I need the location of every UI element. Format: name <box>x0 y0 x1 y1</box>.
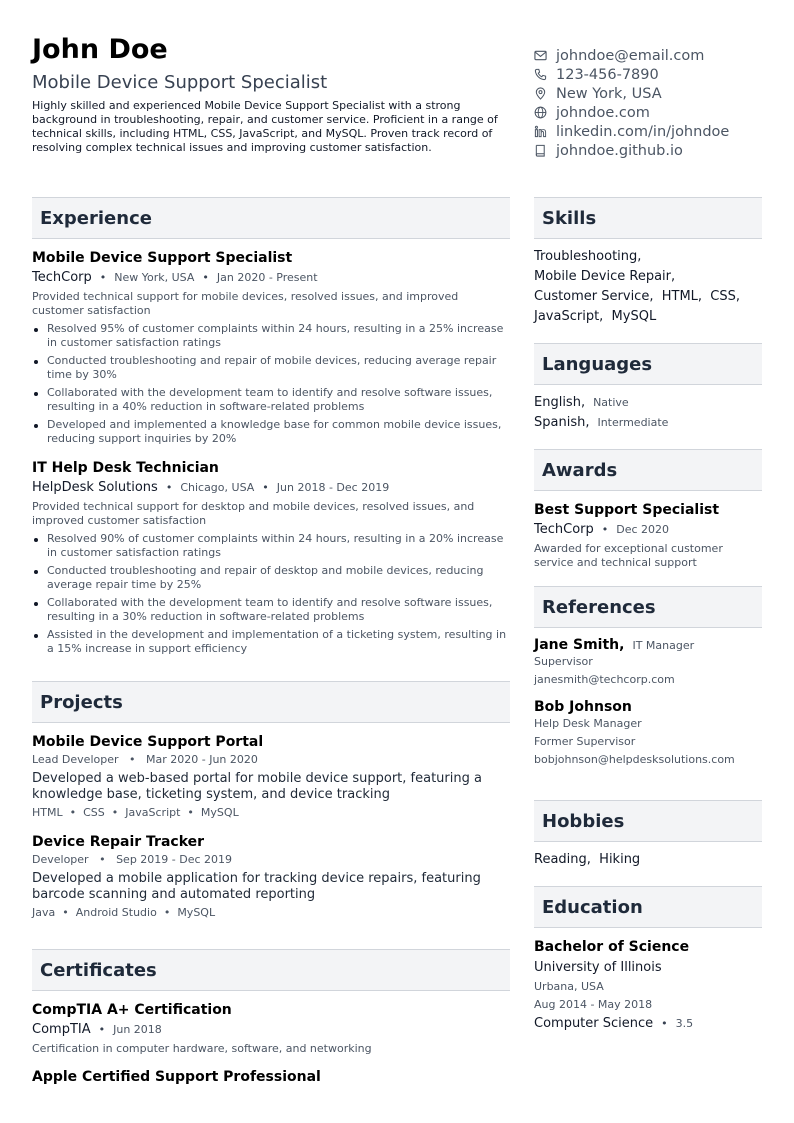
achievement: Developed and implemented a knowledge base for common mobile device issues, reducing support inquiries by 20% <box>32 418 510 446</box>
tag: Java <box>32 906 56 919</box>
certificates-section <box>32 949 510 1086</box>
linkedin-icon <box>534 125 547 138</box>
section-title-languages: Languages <box>534 343 762 385</box>
job-meta <box>32 270 510 286</box>
contact-linkedin[interactable]: linkedin.com/in/johndoe <box>534 122 774 141</box>
project-item <box>32 833 510 920</box>
project-dates: Sep 2019 - Dec 2019 <box>116 853 233 866</box>
tag: Android Studio <box>75 906 157 919</box>
hobbies-section <box>534 800 762 870</box>
reference-header <box>534 699 762 715</box>
certificate-description: Certification in computer hardware, software, and networking <box>32 1042 372 1055</box>
education-dates: Aug 2014 - May 2018 <box>534 998 653 1011</box>
job-title: Mobile Device Support Specialist <box>32 250 293 266</box>
section-title-awards: Awards <box>534 449 762 491</box>
project-description: Developed a mobile application for tracking device repairs, featuring barcode scanning and automated reporting <box>32 871 481 902</box>
candidate-name: John Doe <box>32 34 168 65</box>
section-title-references: References <box>534 586 762 628</box>
separator: • <box>99 271 107 284</box>
achievement: Collaborated with the development team to identify and resolve software issues, resulting in a 30% reduction in software-related problems <box>32 596 510 624</box>
project-meta <box>32 753 510 767</box>
summary: Highly skilled and experienced Mobile Device Support Specialist with a strong background in troubleshooting, repair, and customer service. Proficient in a range of technical skills, including HTML, CSS, JavaScript, and MySQL. Proven track record of resolving complex technical issues and improving customer satisfaction. <box>32 99 498 154</box>
separator: • <box>187 806 194 819</box>
field-of-study: Computer Science <box>534 1016 654 1031</box>
skill-line: Customer Service, HTML, CSS, <box>534 289 741 304</box>
education-item <box>534 938 762 1032</box>
tag: HTML <box>32 806 63 819</box>
reference-name: Jane Smith, <box>534 637 625 653</box>
tag: CSS <box>83 806 105 819</box>
reference-name: Bob Johnson <box>534 699 632 715</box>
company: HelpDesk Solutions <box>32 480 158 495</box>
skill-line: Mobile Device Repair, <box>534 269 676 284</box>
awards-section <box>534 449 762 570</box>
candidate-title: Mobile Device Support Specialist <box>32 72 328 93</box>
reference-relation: Supervisor <box>534 655 593 668</box>
degree: Bachelor of Science <box>534 939 690 955</box>
language-item <box>534 413 762 433</box>
experience-item <box>32 459 510 656</box>
separator: • <box>69 806 77 819</box>
header <box>32 34 507 155</box>
project-item <box>32 733 510 820</box>
separator: • <box>163 906 171 919</box>
reference-header <box>534 637 762 653</box>
achievement: Conducted troubleshooting and repair of mobile devices, reducing average repair time by 30% <box>32 354 510 382</box>
language-name: English, <box>534 395 586 410</box>
tag: JavaScript <box>125 806 181 819</box>
section-title-hobbies: Hobbies <box>534 800 762 842</box>
certificate-name: Apple Certified Support Professional <box>32 1069 321 1085</box>
contact-github[interactable]: johndoe.github.io <box>534 141 774 160</box>
section-title-education: Education <box>534 886 762 928</box>
contact-phone[interactable]: 123-456-7890 <box>534 65 774 84</box>
separator: • <box>111 806 119 819</box>
job-dates: Jan 2020 - Present <box>216 271 318 284</box>
language-item <box>534 393 762 413</box>
languages-list <box>534 393 762 433</box>
separator: • <box>262 481 269 494</box>
certificate-item <box>32 1068 510 1086</box>
contact-list <box>534 46 774 160</box>
separator: • <box>62 906 69 919</box>
project-role: Lead Developer <box>32 753 119 766</box>
skill-line: Troubleshooting, <box>534 249 642 264</box>
reference-item <box>534 699 762 769</box>
separator: • <box>601 523 609 536</box>
contact-website[interactable]: johndoe.com <box>534 103 774 122</box>
reference-email[interactable]: bobjohnson@helpdesksolutions.com <box>534 753 735 766</box>
project-name: Device Repair Tracker <box>32 834 205 850</box>
achievement: Resolved 90% of customer complaints within 24 hours, resulting in a 20% increase in customer satisfaction ratings <box>32 532 510 560</box>
job-location: Chicago, USA <box>180 481 255 494</box>
separator: • <box>99 853 106 866</box>
reference-relation: Former Supervisor <box>534 735 636 748</box>
projects-section <box>32 681 510 920</box>
job-location: New York, USA <box>114 271 195 284</box>
project-dates: Mar 2020 - Jun 2020 <box>146 753 258 766</box>
tag: MySQL <box>177 906 216 919</box>
separator: • <box>165 481 173 494</box>
education-section <box>534 886 762 1032</box>
skill-line: JavaScript, MySQL <box>534 309 657 324</box>
award-org: TechCorp <box>534 522 594 537</box>
language-name: Spanish, <box>534 415 590 430</box>
project-tags <box>32 906 510 920</box>
certificate-date: Jun 2018 <box>113 1023 162 1036</box>
award-title: Best Support Specialist <box>534 502 720 518</box>
certificate-issuer: CompTIA <box>32 1022 91 1037</box>
job-description: Provided technical support for desktop and mobile devices, resolved issues, and improved customer satisfaction <box>32 500 475 527</box>
map-pin-icon <box>534 87 547 100</box>
achievement: Collaborated with the development team to identify and resolve software issues, resulting in a 40% reduction in software-related problems <box>32 386 510 414</box>
section-title-certificates: Certificates <box>32 949 510 991</box>
separator: • <box>98 1023 106 1036</box>
section-title-experience: Experience <box>32 197 510 239</box>
reference-email[interactable]: janesmith@techcorp.com <box>534 673 675 686</box>
job-meta <box>32 480 510 496</box>
award-item <box>534 501 762 570</box>
mail-icon <box>534 49 547 62</box>
project-name: Mobile Device Support Portal <box>32 734 264 750</box>
language-level: Intermediate <box>597 416 669 429</box>
hobbies-list: Reading, Hiking <box>534 852 641 867</box>
section-title-skills: Skills <box>534 197 762 239</box>
separator: • <box>129 753 136 766</box>
achievement: Assisted in the development and implementation of a ticketing system, resulting in a 15% increase in support efficiency <box>32 628 510 656</box>
school: University of Illinois <box>534 960 662 975</box>
company: TechCorp <box>32 270 92 285</box>
globe-icon <box>534 106 547 119</box>
separator: • <box>661 1017 668 1030</box>
reference-item <box>534 637 762 689</box>
language-level: Native <box>593 396 629 409</box>
languages-section <box>534 343 762 433</box>
award-meta <box>534 522 762 538</box>
phone-icon <box>534 68 547 81</box>
achievement: Resolved 95% of customer complaints within 24 hours, resulting in a 25% increase in customer satisfaction ratings <box>32 322 510 350</box>
certificate-item <box>32 1001 510 1056</box>
certificate-name: CompTIA A+ Certification <box>32 1002 232 1018</box>
book-icon <box>534 144 547 157</box>
references-section <box>534 586 762 769</box>
school-location: Urbana, USA <box>534 980 604 993</box>
reference-position: IT Manager <box>632 639 695 652</box>
education-meta <box>534 1016 762 1032</box>
contact-email[interactable]: johndoe@email.com <box>534 46 774 65</box>
section-title-projects: Projects <box>32 681 510 723</box>
project-description: Developed a web-based portal for mobile device support, featuring a knowledge base, ticketing system, and device tracking <box>32 771 482 802</box>
job-dates: Jun 2018 - Dec 2019 <box>276 481 390 494</box>
achievement-list <box>32 532 510 656</box>
project-meta <box>32 853 510 867</box>
experience-section <box>32 197 510 660</box>
certificate-meta <box>32 1022 510 1038</box>
project-tags <box>32 806 510 820</box>
project-role: Developer <box>32 853 89 866</box>
award-date: Dec 2020 <box>616 523 670 536</box>
reference-position: Help Desk Manager <box>534 717 642 730</box>
separator: • <box>202 271 209 284</box>
contact-location: New York, USA <box>534 84 774 103</box>
experience-item <box>32 249 510 446</box>
award-description: Awarded for exceptional customer service and technical support <box>534 542 723 569</box>
tag: MySQL <box>200 806 239 819</box>
gpa: 3.5 <box>675 1017 694 1030</box>
job-description: Provided technical support for mobile devices, resolved issues, and improved customer satisfaction <box>32 290 459 317</box>
achievement: Conducted troubleshooting and repair of desktop and mobile devices, reducing average repair time by 25% <box>32 564 510 592</box>
job-title: IT Help Desk Technician <box>32 460 219 476</box>
achievement-list <box>32 322 510 446</box>
skills-section <box>534 197 762 327</box>
skills-list <box>534 247 762 327</box>
